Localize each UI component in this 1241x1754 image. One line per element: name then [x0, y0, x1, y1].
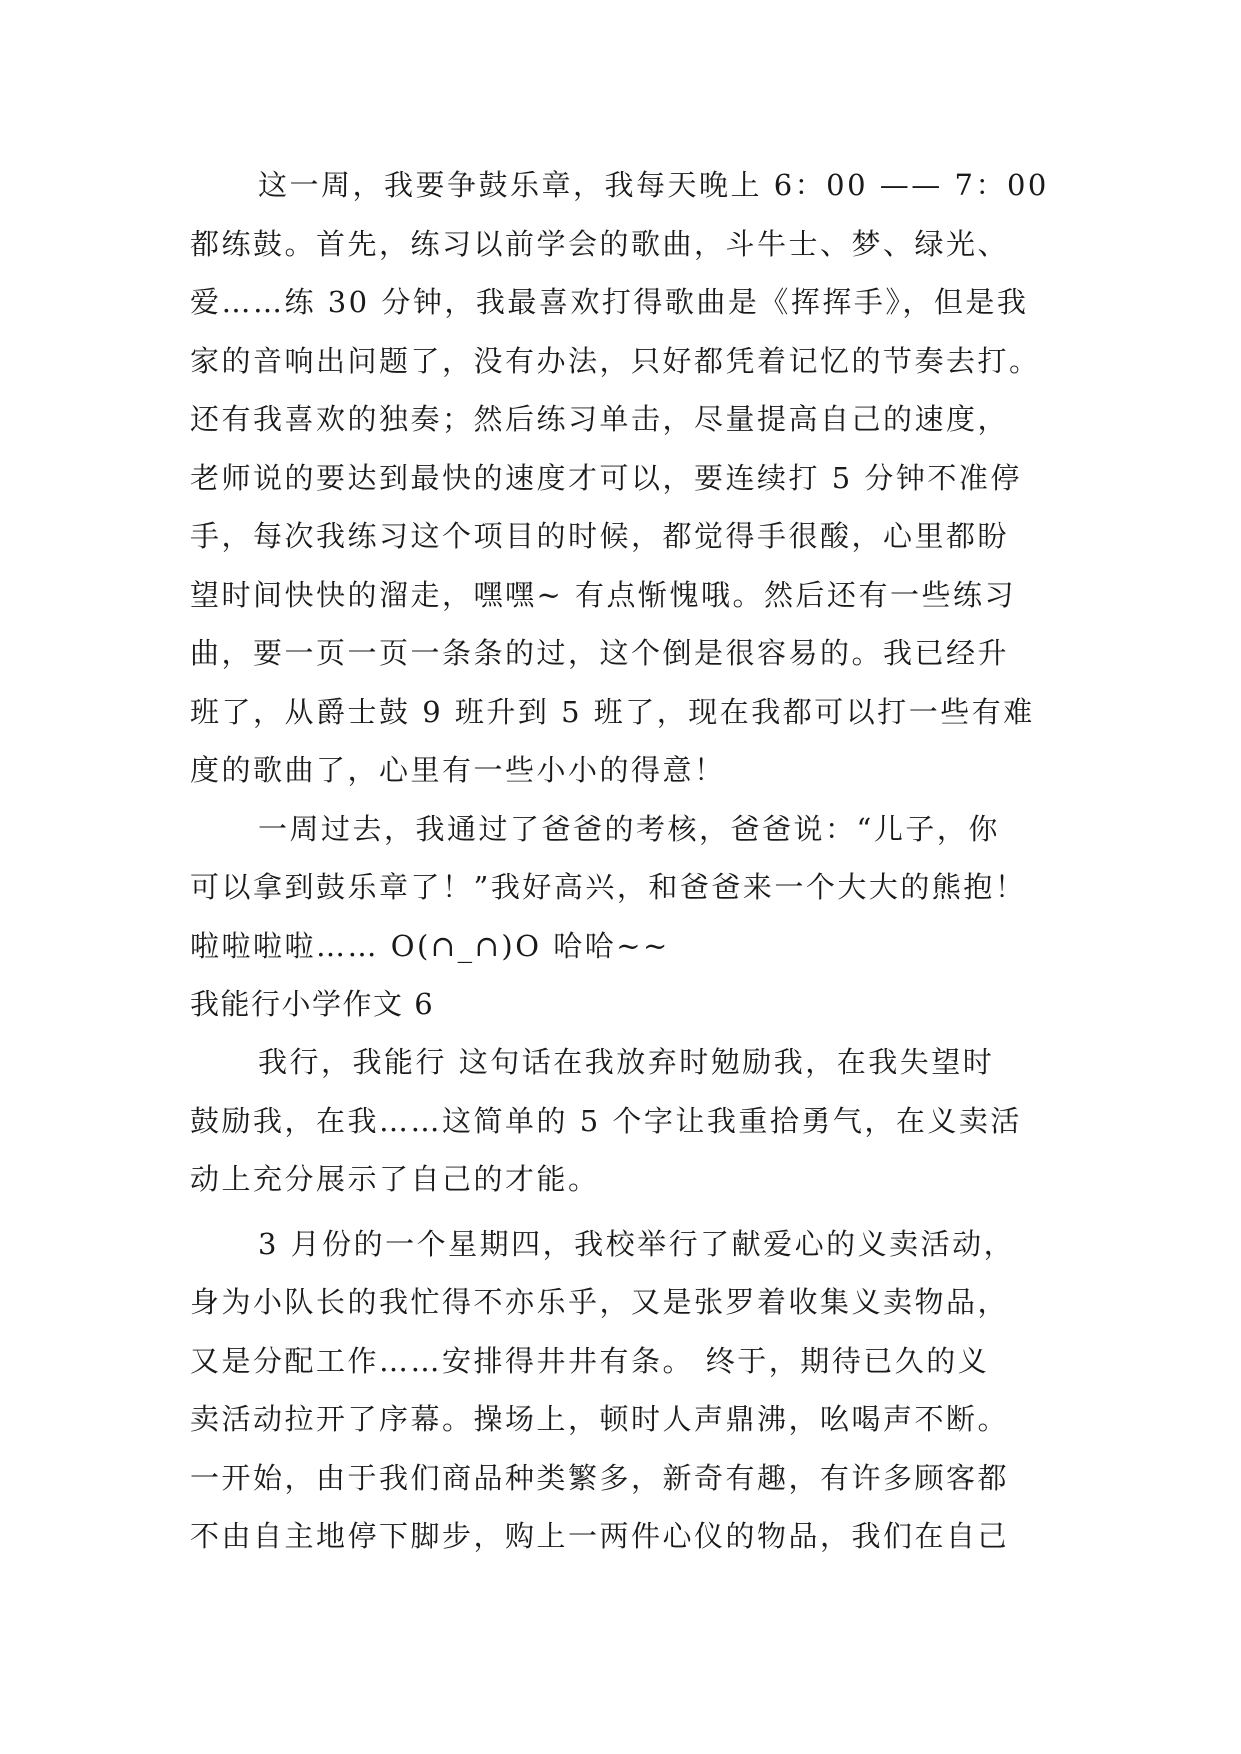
- text-line: 手，每次我练习这个项目的时候，都觉得手很酸，心里都盼: [190, 519, 1010, 553]
- text-line: 还有我喜欢的独奏；然后练习单击，尽量提高自己的速度，: [190, 402, 1010, 436]
- text-line: 家的音响出问题了，没有办法，只好都凭着记忆的节奏去打。: [190, 343, 1041, 378]
- text-line: 鼓励我，在我……这简单的 5 个字让我重拾勇气，在义卖活: [190, 1103, 1022, 1138]
- text-line: 爱……练 30 分钟，我最喜欢打得歌曲是《挥挥手》，但是我: [190, 285, 1029, 319]
- text-line: 啦啦啦啦…… O(∩_∩)O 哈哈~~: [190, 928, 670, 963]
- text-line: 班了，从爵士鼓 9 班升到 5 班了，现在我都可以打一些有难: [190, 694, 1035, 729]
- text-line: 我行，我能行 这句话在我放弃时勉励我，在我失望时: [258, 1045, 995, 1079]
- text-line: 一开始，由于我们商品种类繁多，新奇有趣，有许多顾客都: [190, 1460, 1010, 1495]
- text-line: 望时间快快的溜走，嘿嘿~ 有点惭愧哦。然后还有一些练习: [190, 577, 1017, 612]
- text-line: 身为小队长的我忙得不亦乐乎，又是张罗着收集义卖物品，: [190, 1285, 1010, 1319]
- text-line: 卖活动拉开了序幕。操场上，顿时人声鼎沸，吆喝声不断。: [190, 1402, 1010, 1436]
- text-line: 可以拿到鼓乐章了！”我好高兴，和爸爸来一个大大的熊抱！: [190, 870, 1027, 904]
- text-line: 动上充分展示了自己的才能。: [190, 1162, 600, 1196]
- text-line: 3 月份的一个星期四，我校举行了献爱心的义卖活动，: [258, 1226, 1016, 1261]
- text-line: 又是分配工作……安排得井井有条。 终于，期待已久的义: [190, 1343, 990, 1378]
- text-line: 度的歌曲了，心里有一些小小的得意！: [190, 753, 726, 787]
- text-line: 曲，要一页一页一条条的过，这个倒是很容易的。我已经升: [190, 636, 1010, 670]
- text-line: 老师说的要达到最快的速度才可以，要连续打 5 分钟不准停: [190, 460, 1022, 495]
- essay-text: [190, 156, 1050, 1566]
- text-line: 一周过去，我通过了爸爸的考核，爸爸说：“儿子，你: [258, 811, 1000, 846]
- text-line: 都练鼓。首先，练习以前学会的歌曲，斗牛士、梦、绿光、: [190, 226, 1010, 261]
- text-line: 不由自主地停下脚步，购上一两件心仪的物品，我们在自己: [190, 1519, 1010, 1553]
- essay-heading: 我能行小学作文 6: [190, 987, 435, 1021]
- text-line: 这一周，我要争鼓乐章，我每天晚上 6：00 —— 7：00: [258, 168, 1049, 202]
